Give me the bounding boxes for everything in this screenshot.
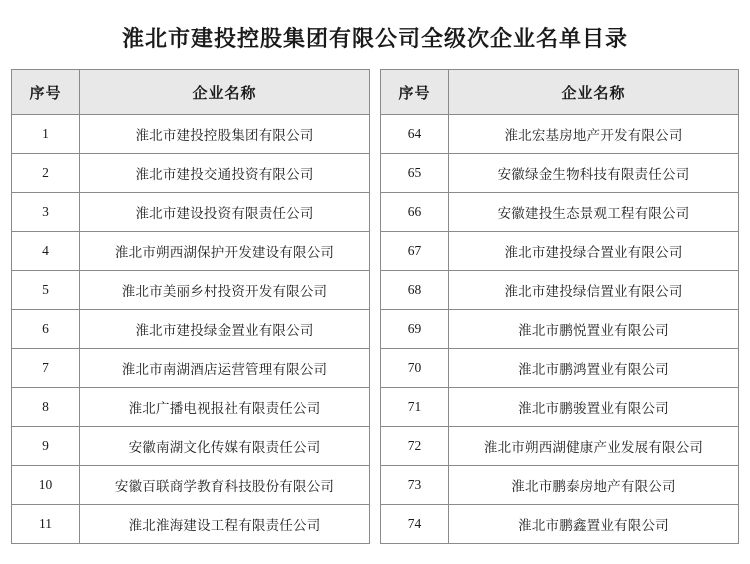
table-row: [12, 271, 370, 310]
table-row: [381, 349, 739, 388]
cell-seq: 73: [381, 466, 449, 505]
cell-seq: 71: [381, 388, 449, 427]
table-row: [12, 154, 370, 193]
cell-name: 淮北市鹏悦置业有限公司: [449, 310, 739, 349]
enterprise-table-left: [11, 69, 370, 544]
cell-seq: 64: [381, 115, 449, 154]
table-row: [12, 388, 370, 427]
cell-name: 淮北市建投控股集团有限公司: [80, 115, 370, 154]
table-row: [381, 271, 739, 310]
cell-seq: 7: [12, 349, 80, 388]
cell-seq: 66: [381, 193, 449, 232]
table-row: [381, 388, 739, 427]
table-row: [12, 427, 370, 466]
cell-name: 安徽百联商学教育科技股份有限公司: [80, 466, 370, 505]
cell-name: 淮北市鹏骏置业有限公司: [449, 388, 739, 427]
cell-name: 淮北市鹏鑫置业有限公司: [449, 505, 739, 544]
table-header-row: [12, 70, 370, 115]
cell-seq: 65: [381, 154, 449, 193]
table-row: [381, 232, 739, 271]
cell-name: 安徽绿金生物科技有限责任公司: [449, 154, 739, 193]
cell-seq: 10: [12, 466, 80, 505]
cell-name: 淮北淮海建设工程有限责任公司: [80, 505, 370, 544]
enterprise-table-right: [380, 69, 739, 544]
table-row: [381, 193, 739, 232]
cell-seq: 2: [12, 154, 80, 193]
cell-name: 淮北市鹏鸿置业有限公司: [449, 349, 739, 388]
cell-seq: 68: [381, 271, 449, 310]
table-row: [12, 115, 370, 154]
table-body-left: [12, 115, 370, 544]
cell-seq: 70: [381, 349, 449, 388]
cell-name: 淮北市南湖酒店运营管理有限公司: [80, 349, 370, 388]
column-header-seq: 序号: [12, 70, 80, 115]
table-row: [12, 193, 370, 232]
column-header-name: 企业名称: [80, 70, 370, 115]
cell-name: 淮北市鹏泰房地产有限公司: [449, 466, 739, 505]
cell-name: 淮北市朔西湖健康产业发展有限公司: [449, 427, 739, 466]
cell-seq: 3: [12, 193, 80, 232]
table-row: [12, 505, 370, 544]
cell-seq: 67: [381, 232, 449, 271]
cell-seq: 9: [12, 427, 80, 466]
cell-name: 淮北宏基房地产开发有限公司: [449, 115, 739, 154]
cell-seq: 74: [381, 505, 449, 544]
table-row: [381, 154, 739, 193]
table-row: [12, 466, 370, 505]
table-row: [12, 349, 370, 388]
cell-name: 淮北广播电视报社有限责任公司: [80, 388, 370, 427]
cell-name: 淮北市朔西湖保护开发建设有限公司: [80, 232, 370, 271]
cell-name: 淮北市建投绿合置业有限公司: [449, 232, 739, 271]
table-row: [381, 427, 739, 466]
cell-seq: 72: [381, 427, 449, 466]
column-header-seq: 序号: [381, 70, 449, 115]
table-row: [381, 115, 739, 154]
cell-name: 淮北市建设投资有限责任公司: [80, 193, 370, 232]
table-header-row: [381, 70, 739, 115]
cell-name: 淮北市建投交通投资有限公司: [80, 154, 370, 193]
cell-seq: 4: [12, 232, 80, 271]
table-row: [12, 310, 370, 349]
tables-container: [0, 69, 750, 544]
cell-name: 淮北市建投绿信置业有限公司: [449, 271, 739, 310]
cell-seq: 6: [12, 310, 80, 349]
column-header-name: 企业名称: [449, 70, 739, 115]
table-row: [381, 310, 739, 349]
table-row: [381, 505, 739, 544]
cell-seq: 11: [12, 505, 80, 544]
table-body-right: [381, 115, 739, 544]
cell-seq: 69: [381, 310, 449, 349]
cell-name: 安徽建投生态景观工程有限公司: [449, 193, 739, 232]
table-row: [381, 466, 739, 505]
cell-name: 安徽南湖文化传媒有限责任公司: [80, 427, 370, 466]
cell-seq: 1: [12, 115, 80, 154]
cell-name: 淮北市美丽乡村投资开发有限公司: [80, 271, 370, 310]
cell-seq: 8: [12, 388, 80, 427]
cell-seq: 5: [12, 271, 80, 310]
table-row: [12, 232, 370, 271]
cell-name: 淮北市建投绿金置业有限公司: [80, 310, 370, 349]
page-title: 淮北市建投控股集团有限公司全级次企业名单目录: [121, 26, 628, 51]
